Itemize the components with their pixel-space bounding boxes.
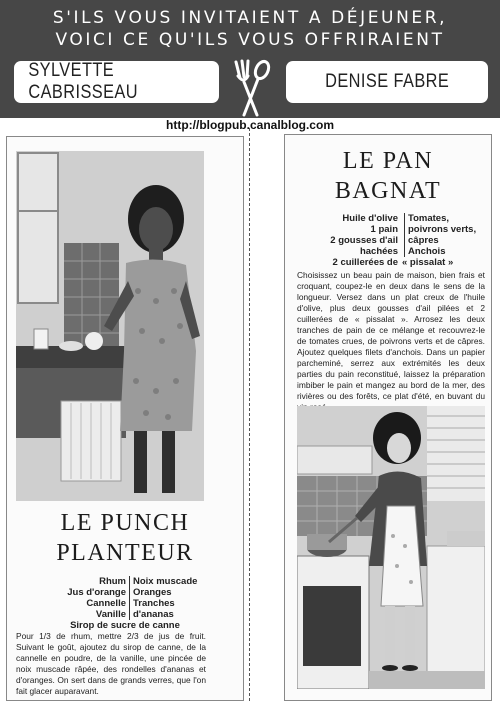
left-recipe-title [6, 508, 244, 568]
ingredient: câpres [408, 235, 439, 246]
ingredient: Oranges [133, 587, 172, 598]
ingredient: 2 gousses d'ail [330, 235, 398, 246]
right-title-line-1: LE PAN [342, 148, 434, 174]
left-ingredients-col-a [30, 576, 126, 620]
ingredient: Noix muscade [133, 576, 198, 587]
left-title-line-2: PLANTEUR [56, 540, 194, 566]
fork-and-knife-icon [224, 58, 278, 118]
right-ingredients-col-b [402, 213, 490, 268]
ingredient: 2 cuillerées de [332, 257, 398, 268]
ingredient: Tomates, [408, 213, 450, 224]
ingredient: Rhum [99, 576, 126, 587]
left-instructions: Pour 1/3 de rhum, mettre 2/3 de jus de fruit. Suivant le goût, ajoutez du sirop de canne, de la cannelle en poudre, de la vanille, une pincée de noix muscade râpée, des rondelles d'ananas et d'oranges. On sert dans de grands verres, que l'on fait glacer auparavant. [16, 631, 206, 696]
right-title-line-2: BAGNAT [334, 178, 442, 204]
ingredient: Huile d'olive [342, 213, 398, 224]
header-line-2: VOICI CE QU'ILS VOUS OFFRIRAIENT [55, 30, 445, 50]
ingredient: d'ananas [133, 609, 174, 620]
kitchen-photo-right [297, 406, 485, 689]
left-ingredients-col-b [133, 576, 233, 620]
name-left: SYLVETTE CABRISSEAU [28, 60, 138, 103]
ingredient: poivrons verts, [408, 224, 477, 235]
right-instructions: Choisissez un beau pain de maison, bien frais et croquant, coupez-le en deux dans le sens de la longueur. Versez dans un plat creux de l'huile d'olive, plus deux gousses d'ail pilées et 2 cuillerées de « pissalat ». Arrosez les deux tranches de pain de ce mélange et recouvrez-le de tomates crues, de poivrons verts et de câpres. Ajoutez quelques filets d'anchois. Dans un papier parcheminé, serrez aux extrémités les deux parties du pain reconstitué, laissez la préparation imbiber le pain et mangez au bord de la mer, des rivières ou des forêts, ce plat d'été, en buvant du [297, 270, 485, 401]
right-ingredients-col-a [292, 213, 398, 268]
name-box-left [14, 61, 219, 103]
name-right: DENISE FABRE [324, 71, 450, 92]
ingredient: Sirop de sucre de canne [70, 620, 180, 631]
ingredient: Jus d'orange [67, 587, 126, 598]
name-box-right [286, 61, 488, 103]
left-title-line-1: LE PUNCH [60, 510, 190, 536]
ingredient: hachées [359, 246, 398, 257]
watermark-url[interactable]: http://blogpub.canalblog.com [166, 118, 334, 132]
ingredient: Cannelle [86, 598, 126, 609]
ingredient: Anchois [408, 246, 446, 257]
ingredient: « pissalat » [402, 257, 454, 268]
ingredient: Tranches [133, 598, 175, 609]
left-ingredients [0, 576, 250, 632]
ingredient: Vanille [95, 609, 126, 620]
kitchen-photo-left [16, 151, 204, 501]
header-line-1: S'ILS VOUS INVITAIENT A DÉJEUNER, [52, 8, 448, 28]
header-band [0, 0, 500, 118]
right-ingredients [284, 213, 492, 269]
left-ingredient-separator [129, 576, 130, 620]
ingredient: 1 pain [370, 224, 398, 235]
right-recipe-title [284, 146, 492, 206]
